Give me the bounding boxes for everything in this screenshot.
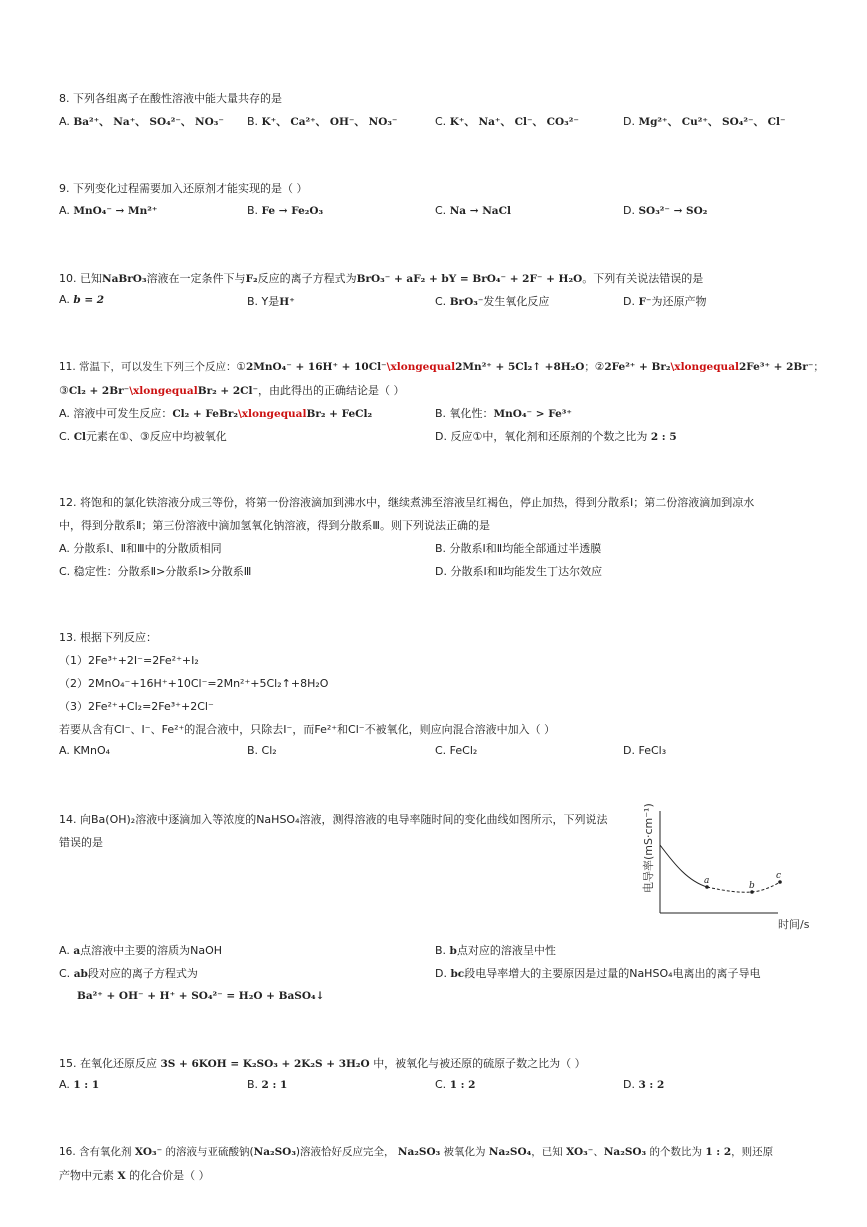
option-label: C.	[435, 1078, 447, 1091]
formula: Na₂SO₃	[253, 1146, 296, 1158]
option-text: Y是	[261, 295, 280, 308]
stem-text: 反应的离子方程式为	[257, 272, 357, 285]
option-label: B.	[247, 204, 259, 217]
option-label: B.	[247, 115, 259, 128]
q13-option-d[interactable]: D. FeCl₃	[623, 744, 667, 757]
equation: 2Fe³⁺ + 2Br⁻	[738, 361, 814, 373]
stem-text: ，由此得出的正确结论是（ ）	[258, 384, 405, 397]
formula: XO₃⁻	[566, 1146, 594, 1158]
option-text: D. 反应①中，氧化剂和还原剂的个数之比为	[435, 430, 648, 443]
option-label: B.	[247, 1078, 259, 1091]
q10-option-a[interactable]	[59, 293, 104, 306]
latex-macro: \xlongequal	[237, 408, 307, 420]
option-text: 元素在①、③反应中均被氧化	[86, 430, 227, 443]
option-label: A.	[59, 944, 70, 957]
option-label: D.	[623, 295, 635, 308]
q11-stem-line1	[59, 359, 824, 374]
q8-ions-d: Mg²⁺、 Cu²⁺、 SO₄²⁻、 Cl⁻	[638, 116, 786, 128]
q10-option-c[interactable]	[435, 293, 549, 309]
formula: Na₂SO₃	[397, 1146, 441, 1158]
stem-text: ③	[59, 384, 69, 397]
q15-option-b[interactable]	[247, 1078, 287, 1091]
q12-option-b[interactable]: B. 分散系Ⅰ和Ⅱ均能全部通过半透膜	[435, 542, 602, 555]
q13-reaction-1: （1）2Fe³⁺+2I⁻=2Fe²⁺+I₂	[59, 654, 199, 667]
stem-text: 的溶液与亚硫酸钠(	[165, 1146, 254, 1158]
q11-stem-line2	[59, 382, 405, 398]
formula: Cl	[73, 431, 87, 443]
option-text: B. 氧化性：	[435, 407, 494, 420]
q14-option-c-equation	[77, 989, 324, 1002]
option-text: 段电导率增大的主要原因是过量的NaHSO₄电离出的离子导电	[464, 967, 761, 980]
q14-option-d[interactable]	[435, 965, 761, 981]
segment-ref: ab	[73, 968, 88, 980]
equation: Br₂ + 2Cl⁻	[197, 385, 259, 397]
stem-text: 11. 常温下，可以发生下列三个反应：①	[59, 361, 246, 373]
option-label: D.	[435, 967, 447, 980]
equation: Br₂ + FeCl₂	[306, 408, 373, 420]
q8-stem: 8. 下列各组离子在酸性溶液中能大量共存的是	[59, 92, 282, 105]
point-ref: a	[73, 945, 81, 957]
stem-text: 16. 含有氧化剂	[59, 1146, 132, 1158]
ratio: 3 : 2	[638, 1079, 665, 1091]
curve-dashed	[707, 882, 780, 892]
option-label: C.	[435, 295, 447, 308]
equation: Ba²⁺ + OH⁻ + H⁺ + SO₄²⁻ = H₂O + BaSO₄↓	[77, 990, 325, 1002]
x-axis-label: 时间/s	[778, 918, 810, 931]
formula: b = 2	[73, 294, 105, 306]
label-a: a	[704, 876, 710, 886]
q12-option-a[interactable]: A. 分散系Ⅰ、Ⅱ和Ⅲ中的分散质相同	[59, 542, 222, 555]
option-text: 为还原产物	[651, 295, 707, 308]
q13-option-b[interactable]: B. Cl₂	[247, 744, 277, 757]
equation: 3S + 6KOH = K₂SO₃ + 2K₂S + 3H₂O	[160, 1058, 370, 1070]
equation: 2Mn²⁺ + 5Cl₂↑ +8H₂O	[455, 361, 585, 373]
q14-stem-line1: 14. 向Ba(OH)₂溶液中逐滴加入等浓度的NaHSO₄溶液，测得溶液的电导率随时间的变化曲线如图所示，下列说法	[59, 813, 608, 826]
stem-text: 。下列有关说法错误的是	[582, 272, 704, 285]
ratio: 1 : 1	[73, 1079, 100, 1091]
option-label: B.	[435, 944, 447, 957]
q15-stem	[59, 1055, 586, 1071]
stem-text: 的个数比为	[649, 1146, 702, 1158]
ratio: 1 : 2	[705, 1146, 732, 1158]
option-label: C.	[59, 430, 71, 443]
option-label: B.	[247, 295, 259, 308]
ratio: 1 : 2	[449, 1079, 476, 1091]
q8-option-c[interactable]	[435, 114, 579, 129]
latex-macro: \xlongequal	[670, 361, 739, 373]
latex-macro: \xlongequal	[129, 385, 198, 397]
q9-option-b[interactable]	[247, 204, 323, 217]
q8-option-b[interactable]	[247, 114, 397, 129]
q8-option-d[interactable]	[623, 114, 786, 129]
q9-expr-b: Fe → Fe₂O₃	[261, 205, 324, 217]
q16-stem-line2	[59, 1167, 210, 1183]
option-text: 发生氧化反应	[483, 295, 550, 308]
q13-stem: 13. 根据下列反应：	[59, 631, 157, 644]
option-label: A.	[59, 204, 70, 217]
formula: Na₂SO₄	[488, 1146, 532, 1158]
curve-descending	[660, 845, 710, 887]
stem-text: ，已知	[531, 1146, 563, 1158]
q9-expr-c: Na → NaCl	[449, 205, 511, 217]
q15-option-a[interactable]	[59, 1078, 99, 1091]
q13-question: 若要从含有Cl⁻、I⁻、Fe²⁺的混合液中，只除去I⁻，而Fe²⁺和Cl⁻不被氧化，则应向混合溶液中加入（ ）	[59, 723, 556, 736]
formula: X	[117, 1170, 126, 1182]
option-text: 点对应的溶液呈中性	[456, 944, 556, 957]
stem-text: ；	[813, 361, 824, 373]
q14-option-b[interactable]	[435, 942, 556, 958]
equation: BrO₃⁻ + aF₂ + bY = BrO₄⁻ + 2F⁻ + H₂O	[356, 273, 583, 285]
option-label: D.	[623, 1078, 635, 1091]
stem-text: 15. 在氧化还原反应	[59, 1057, 157, 1070]
stem-text: 10. 已知	[59, 272, 102, 285]
formula: F₂	[245, 273, 258, 285]
option-label: C.	[435, 115, 447, 128]
option-label: D.	[623, 115, 635, 128]
formula: 2 : 5	[650, 431, 677, 443]
equation: Cl₂ + 2Br⁻	[68, 385, 130, 397]
q11-option-c[interactable]	[59, 428, 227, 444]
equation: 2Fe²⁺ + Br₂	[604, 361, 671, 373]
q9-expr-d: SO₃²⁻ → SO₂	[638, 205, 708, 217]
option-label: A.	[59, 293, 70, 306]
stem-text: 的化合价是（ ）	[129, 1169, 210, 1182]
q16-stem-line1	[59, 1144, 773, 1159]
segment-ref: bc	[450, 968, 465, 980]
q11-option-b[interactable]	[435, 405, 572, 421]
formula: NaBrO₃	[102, 273, 147, 285]
q13-reaction-3: （3）2Fe²⁺+Cl₂=2Fe³⁺+2Cl⁻	[59, 700, 214, 713]
point-ref: b	[449, 945, 457, 957]
q10-option-d[interactable]	[623, 293, 706, 309]
q9-option-c[interactable]	[435, 204, 511, 217]
q14-option-c[interactable]	[59, 965, 198, 981]
q10-option-b[interactable]	[247, 293, 295, 309]
option-text: 点溶液中主要的溶质为NaOH	[80, 944, 223, 957]
q9-option-d[interactable]	[623, 204, 707, 217]
q8-option-a[interactable]	[59, 114, 224, 129]
q11-option-d[interactable]	[435, 428, 677, 444]
q12-option-d[interactable]: D. 分散系Ⅰ和Ⅱ均能发生丁达尔效应	[435, 565, 603, 578]
formula: H⁺	[279, 296, 295, 308]
q8-ions-a: Ba²⁺、 Na⁺、 SO₄²⁻、 NO₃⁻	[73, 116, 224, 128]
q12-stem-line2: 中，得到分散系Ⅱ；第三份溶液中滴加氢氧化钠溶液，得到分散系Ⅲ。则下列说法正确的是	[59, 519, 490, 532]
q8-ions-b: K⁺、 Ca²⁺、 OH⁻、 NO₃⁻	[261, 116, 398, 128]
stem-text: 、	[593, 1146, 604, 1158]
q12-stem-line1: 12. 将饱和的氯化铁溶液分成三等份，将第一份溶液滴加到沸水中，继续煮沸至溶液呈红褐色，停止加热，得到分散系Ⅰ；第二份溶液滴加到凉水	[59, 496, 755, 509]
conductivity-chart	[630, 803, 815, 933]
formula: XO₃⁻	[134, 1146, 163, 1158]
q12-option-c[interactable]: C. 稳定性：分散系Ⅱ>分散系Ⅰ>分散系Ⅲ	[59, 565, 252, 578]
stem-text: 产物中元素	[59, 1169, 114, 1182]
q9-stem: 9. 下列变化过程需要加入还原剂才能实现的是（ ）	[59, 182, 308, 195]
latex-macro: \xlongequal	[386, 361, 456, 373]
q9-option-a[interactable]	[59, 204, 157, 217]
q13-option-a[interactable]: A. KMnO₄	[59, 744, 111, 757]
option-text: A. 溶液中可发生反应：	[59, 407, 173, 420]
equation: 2MnO₄⁻ + 16H⁺ + 10Cl⁻	[245, 361, 387, 373]
y-axis-label: 电导率(mS·cm⁻¹)	[642, 803, 655, 893]
stem-text: ，则还原	[731, 1146, 774, 1158]
option-label: D.	[623, 204, 635, 217]
formula: F⁻	[638, 296, 652, 308]
q14-option-a[interactable]	[59, 942, 222, 958]
label-b: b	[749, 881, 755, 891]
stem-text: 溶液在一定条件下与	[146, 272, 246, 285]
option-label: A.	[59, 1078, 70, 1091]
formula: Na₂SO₃	[603, 1146, 647, 1158]
q15-option-d[interactable]	[623, 1078, 664, 1091]
q10-stem	[59, 270, 703, 286]
q11-option-a[interactable]	[59, 405, 372, 421]
q8-ions-c: K⁺、 Na⁺、 Cl⁻、 CO₃²⁻	[449, 116, 579, 128]
label-c: c	[776, 871, 782, 881]
formula: BrO₃⁻	[449, 296, 484, 308]
q14-stem-line2: 错误的是	[59, 836, 103, 849]
stem-text: 中，被氧化与被还原的硫原子数之比为（ ）	[373, 1057, 586, 1070]
option-label: C.	[59, 967, 71, 980]
ratio: 2 : 1	[261, 1079, 288, 1091]
option-label: C.	[435, 204, 447, 217]
q15-option-c[interactable]	[435, 1078, 476, 1091]
q13-option-c[interactable]: C. FeCl₂	[435, 744, 478, 757]
stem-text: ；②	[584, 361, 605, 373]
equation: Cl₂ + FeBr₂	[172, 408, 238, 420]
q13-reaction-2: （2）2MnO₄⁻+16H⁺+10Cl⁻=2Mn²⁺+5Cl₂↑+8H₂O	[59, 677, 329, 690]
equation: MnO₄⁻ > Fe³⁺	[493, 408, 572, 420]
stem-text: 被氧化为	[443, 1146, 486, 1158]
q9-expr-a: MnO₄⁻ → Mn²⁺	[73, 205, 158, 217]
option-label: A.	[59, 115, 70, 128]
stem-text: )溶液恰好反应完全，	[295, 1146, 395, 1158]
option-text: 段对应的离子方程式为	[87, 967, 198, 980]
